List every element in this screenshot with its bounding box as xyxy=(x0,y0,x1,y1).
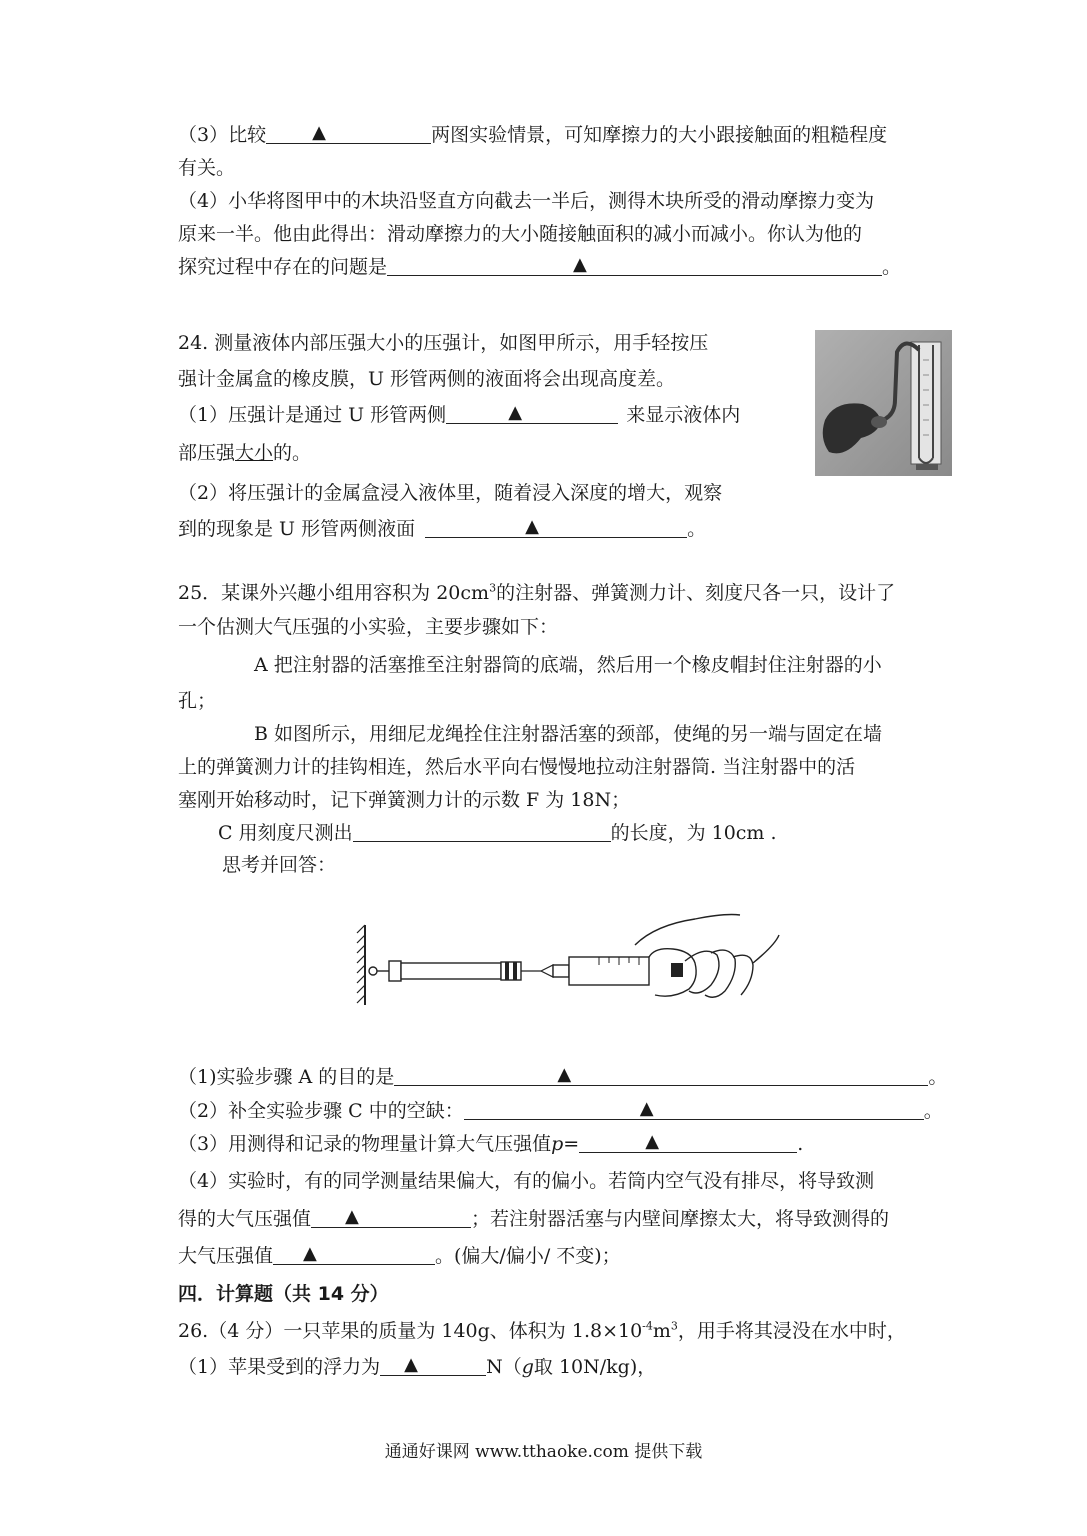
syringe-diagram xyxy=(355,905,785,1020)
q25-step-b-line3: 塞刚开始移动时，记下弹簧测力计的示数 F 为 18N； xyxy=(178,789,631,811)
q24-part2-line1: （2）将压强计的金属盒浸入液体里，随着浸入深度的增大，观察 xyxy=(178,482,723,504)
triangle-icon: ▲ xyxy=(557,1064,572,1085)
q25-step-a-line2: 孔； xyxy=(178,690,217,712)
q24-part1-line1: （1）压强计是通过 U 形管两侧 ▲ 来显示液体内 xyxy=(178,402,741,426)
triangle-icon: ▲ xyxy=(404,1354,418,1375)
q23-part4-line1: （4）小华将图甲中的木块沿竖直方向截去一半后，测得木块所受的滑动摩擦力变为 xyxy=(178,190,875,212)
q25-line1: 25．某课外兴趣小组用容积为 $20cm^3$的注射器、弹簧测力计、刻度尺各一只，设计了 xyxy=(178,581,896,604)
answer-blank[interactable] xyxy=(579,1132,797,1153)
q26-line1: 26.（4 分）一只苹果的质量为 140g、体积为 $1.8\times 10^{-4}m^3$，用手将其浸没在水中时， xyxy=(178,1319,906,1342)
q24-line1: 24. 测量液体内部压强大小的压强计，如图甲所示，用手轻按压 xyxy=(178,332,709,354)
triangle-icon: ▲ xyxy=(508,402,523,423)
q23-part3-line2: 有关。 xyxy=(178,157,236,179)
triangle-icon: ▲ xyxy=(345,1206,359,1227)
q25-sub2: （2）补全实验步骤 C 中的空缺： ▲ 。 xyxy=(178,1098,943,1122)
triangle-icon: ▲ xyxy=(312,122,326,143)
q24-part2-line2: 到的现象是 U 形管两侧液面 ▲ 。 xyxy=(178,516,707,540)
q25-step-b-line1: B 如图所示，用细尼龙绳拴住注射器活塞的颈部，使绳的另一端与固定在墙 xyxy=(254,723,883,745)
q25-sub3: （3）用测得和记录的物理量计算大气压强值p= ▲ . xyxy=(178,1131,804,1155)
q25-sub4-line3: 大气压强值 ▲ 。(偏大/偏小/ 不变)； xyxy=(178,1243,621,1267)
answer-blank[interactable] xyxy=(394,1065,928,1086)
pressure-gauge-photo xyxy=(815,330,952,476)
q24-part1-line2: 部压强大小的。 xyxy=(178,442,312,464)
answer-blank[interactable] xyxy=(273,1244,435,1265)
answer-blank[interactable] xyxy=(266,123,431,144)
q25-sub1: （1)实验步骤 A 的目的是 ▲ 。 xyxy=(178,1064,948,1088)
answer-blank[interactable] xyxy=(425,517,687,538)
q25-think: 思考并回答： xyxy=(222,854,337,876)
answer-blank[interactable] xyxy=(311,1207,471,1228)
q24-line2: 强计金属盒的橡皮膜，U 形管两侧的液面将会出现高度差。 xyxy=(178,368,676,390)
answer-blank[interactable] xyxy=(353,821,611,842)
page-footer: 通通好课网 www.tthaoke.com 提供下载 xyxy=(384,1442,703,1462)
answer-blank[interactable] xyxy=(387,255,882,276)
q23-part4-line3: 探究过程中存在的问题是 ▲ 。 xyxy=(178,254,902,278)
triangle-icon: ▲ xyxy=(639,1098,654,1119)
answer-blank[interactable] xyxy=(464,1099,924,1120)
q23-part4-line2: 原来一半。他由此得出：滑动摩擦力的大小随接触面积的减小而减小。你认为他的 xyxy=(178,223,863,245)
q25-line2: 一个估测大气压强的小实验，主要步骤如下： xyxy=(178,616,559,638)
q23-part3-line1: （3）比较 ▲ 两图实验情景，可知摩擦力的大小跟接触面的粗糙程度 xyxy=(178,122,888,146)
q25-step-c: C 用刻度尺测出 的长度，为 10cm . xyxy=(218,822,777,844)
q25-sub4-line2: 得的大气压强值 ▲ ；若注射器活塞与内壁间摩擦太大，将导致测得的 xyxy=(178,1206,890,1230)
triangle-icon: ▲ xyxy=(525,516,539,537)
q25-step-a-line1: A 把注射器的活塞推至注射器筒的底端，然后用一个橡皮帽封住注射器的小 xyxy=(254,654,882,676)
section-title: 四．计算题（共 14 分） xyxy=(178,1283,389,1305)
answer-blank[interactable] xyxy=(446,403,618,424)
q25-sub4-line1: （4）实验时，有的同学测量结果偏大，有的偏小。若筒内空气没有排尽，将导致测 xyxy=(178,1170,875,1192)
triangle-icon: ▲ xyxy=(573,254,587,275)
answer-blank[interactable] xyxy=(380,1355,486,1376)
q26-part1: （1）苹果受到的浮力为 ▲ N（g取 10N/kg)， xyxy=(178,1354,657,1378)
q25-step-b-line2: 上的弹簧测力计的挂钩相连，然后水平向右慢慢地拉动注射器筒. 当注射器中的活 xyxy=(178,756,856,778)
triangle-icon: ▲ xyxy=(645,1131,660,1152)
triangle-icon: ▲ xyxy=(303,1243,317,1264)
